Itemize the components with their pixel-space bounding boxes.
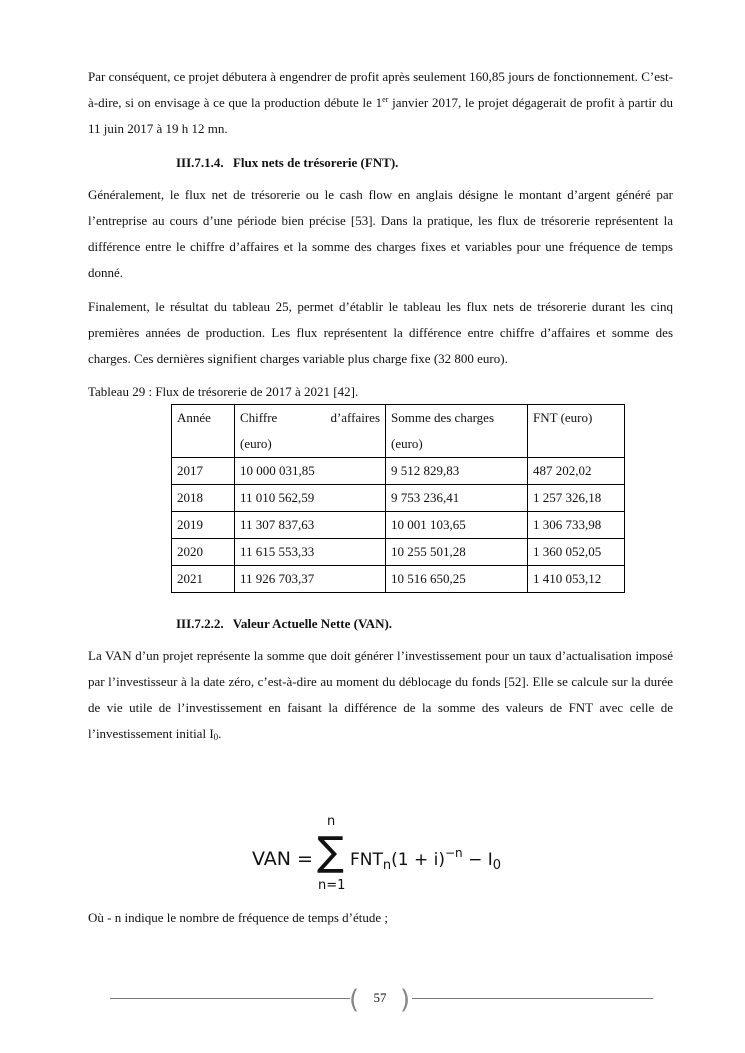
header-year: Année: [172, 405, 235, 458]
cell-turnover: 10 000 031,85: [235, 458, 386, 485]
sigma-symbol: ∑: [317, 829, 344, 875]
cell-charges: 9 512 829,83: [386, 458, 528, 485]
cell-fnt: 1 306 733,98: [528, 512, 625, 539]
heading-van: III.7.2.2. Valeur Actuelle Nette (VAN).: [176, 616, 393, 631]
cell-charges: 10 001 103,65: [386, 512, 528, 539]
cell-charges: 10 516 650,25: [386, 566, 528, 593]
footer-rule-right: [412, 998, 653, 999]
table-row: [172, 566, 625, 593]
cash-flow-table: [171, 404, 625, 593]
cell-year: 2021: [172, 566, 235, 593]
cell-charges: 9 753 236,41: [386, 485, 528, 512]
cell-turnover: 11 615 553,33: [235, 539, 386, 566]
footer-bracket-left: (: [349, 985, 360, 1015]
formula-lhs: VAN =: [252, 848, 313, 870]
cell-year: 2018: [172, 485, 235, 512]
document-body: [88, 64, 673, 755]
paragraph-van-definition: La VAN d’un projet représente la somme que doit générer l’investissement pour un taux d’actualisation imposé par l’investisseur à la date zéro, c’est-à-dire au moment du déblocage du fonds [52]. Elle se calcule sur la durée de vie utile de l’investissement en faisant la différence de la somme des valeurs de FNT avec celle de l’investissement initial $I_0$.: [88, 648, 673, 742]
cell-year: 2019: [172, 512, 235, 539]
table-row: [172, 512, 625, 539]
table-header-row: [172, 405, 625, 458]
sum-lower-bound: n=1: [318, 878, 346, 893]
cell-fnt: 1 360 052,05: [528, 539, 625, 566]
cell-fnt: 1 257 326,18: [528, 485, 625, 512]
paragraph-fnt-table-intro: Finalement, le résultat du tableau 25, permet d’établir le tableau les flux nets de trésorerie durant les cinq premières années de production. Les flux représentent la différence entre chiffre d’affaires et somme des charges. Ces dernières signifient charges variable plus charge fixe (32 800 euro).: [88, 299, 673, 366]
paragraph-profit-start: Par conséquent, ce projet débutera à engendrer de profit après seulement 160,85 jours de fonctionnement. C’est-à-dire, si on envisage à ce que la production débute le 1er janvier 2017, le projet dégagerait de profit à partir du 11 juin 2017 à 19 h 12 mn.: [88, 69, 674, 136]
cell-year: 2017: [172, 458, 235, 485]
table-row: [172, 458, 625, 485]
heading-fnt: III.7.1.4. Flux nets de trésorerie (FNT).: [176, 155, 399, 170]
footer-bracket-right: ): [400, 985, 411, 1015]
van-formula: [252, 812, 552, 902]
table-caption: Tableau 29 : Flux de trésorerie de 2017 à 2021 [42].: [88, 384, 359, 399]
paragraph-fnt-definition: Généralement, le flux net de trésorerie ou le cash flow en anglais désigne le montant d’argent généré par l’entreprise au cours d’une période bien précise [53]. Dans la pratique, les flux de trésorerie représentent la différence entre le chiffre d’affaires et la somme des charges fixes et variables pour une fréquence de temps donné.: [88, 187, 673, 280]
header-fnt: FNT (euro): [528, 405, 625, 458]
cell-fnt: 487 202,02: [528, 458, 625, 485]
cell-turnover: 11 926 703,37: [235, 566, 386, 593]
page-number: 57: [373, 990, 387, 1005]
cell-fnt: 1 410 053,12: [528, 566, 625, 593]
table-row: [172, 485, 625, 512]
table-row: [172, 539, 625, 566]
header-charges: Somme des charges (euro): [386, 405, 528, 458]
sum-upper-bound: n: [327, 814, 336, 829]
formula-rhs: $FNT_n(1 + i)^{-n} - I_0$: [350, 846, 502, 873]
footer-rule-left: [110, 998, 350, 999]
formula-legend-line: Où - n indique le nombre de fréquence de temps d’étude ;: [88, 910, 388, 925]
cell-charges: 10 255 501,28: [386, 539, 528, 566]
cell-year: 2020: [172, 539, 235, 566]
cell-turnover: 11 307 837,63: [235, 512, 386, 539]
cell-turnover: 11 010 562,59: [235, 485, 386, 512]
header-turnover: Chiffre d’affaires (euro): [235, 405, 386, 458]
